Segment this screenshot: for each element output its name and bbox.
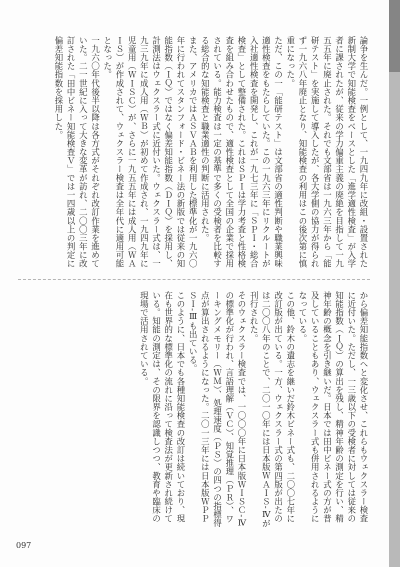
page-number: 097 (16, 541, 32, 550)
chapter-side-bar (389, 0, 400, 567)
paragraph: この他、鈴木の遺志を継いだ鈴木ビネー式も、二〇〇七年に改訂版が出ている。一方、ウェクスラー式の第四版が出たのは二〇〇八年のことで、二〇一〇年には日本版ＷＡＩＳ-Ⅳが刊行された。 (249, 291, 296, 528)
text-block-top (18, 36, 370, 268)
chapter-side-tab (389, 0, 400, 72)
paragraph: そのウェクスラー検査では、一〇〇〇年に日本版ＷＩＳＣ-Ⅳの標準化が行われ、言語理解（ＶＣ）、知覚推理（ＰＲ）、ワーキングメモリー（ＷＭ）、処理速度（ＰＳ）の四つの指標得点が算出されるようになった。二〇一三年には日本版ＷＰＰＳＩ-Ⅲも出ている。 (188, 291, 247, 528)
text-block-bottom (18, 291, 370, 531)
paragraph: から偏差知能指数へと変化させ、これらもウェクスラー検査に近付いた。ただし、一三歳以下の受検者に対しては従来の知能指数（ＩＱ）の算出を残し、精神年齢の測定を行い、精神年齢の概念を引き継いだ。日本では田中ビネー式の方が普及していることもあり、ウェクスラー式も併用されるようになっている。 (297, 291, 369, 523)
paragraph: 論争を生んだ。一例として、一九四九年に改組・設置された新制大学で知能検査をベースとした「進学適性検査」が入学者に課されたが、従来の学力偏重主義の廃絶を目指して一九五五年に廃止された。それでも文部省は一九六三年から「能研テスト」を実施して導入したが、各大学側の協力が得られず一九六八年廃止となり、知能検査の利用はこの後次第に慎重になった。 (285, 36, 369, 268)
paragraph: このように、日本でも各種知能検査の改訂は続いており、現在も世界的な標準化の流れに沿って検査法が更新され続けている。知能の測定は、その限界を認識しつつ、教育や臨床の現場で活用されている。 (139, 291, 186, 523)
paragraph: ただ、この一「能研テスト」は文部省の適性判断や職業興味適性検査をもたらしていた。この一九六三年にリクルートが入社適性検査を開発し、これが一九七三年に「ＳＰＩ・総合検査」として整備された。これはＳＰＩは学力考査と性格検査を組み合わせたもので、適性検査として全国の企業で採用されている。能力検査は一定の基準で多くの受検者を比較する総合的な知能検査と職業適性の判断に活用された。 (200, 36, 284, 268)
paragraph: また、アメリカではＡＳＶＡＢを利用した標準化が一九六〇年に行われてスタンフォード・ビネー法の新版では従来の知能指数（ＩＱ）ではなく偏差知能指数（ＤＩＱ）を採用し、計測法はウェクスラー式に近付いた。ウェクスラー式は、一九三九年に成人用（ＷＢ）が初めて作成され、一九四九年に児童用（ＷＩＳＣ）が、さらに一九五五年には成人用（ＷＡＩＳ）が作成されて、ウェクスラー検査は全年代に適用可能となった。 (102, 36, 199, 268)
section-divider (18, 279, 370, 280)
paragraph: 一九六〇年代後半以降は各方式がそれぞれ改訂作業を進めていた。二一世紀に入って大きな変革が訪れ、二〇〇三年に改訂された「田中ビネー知能検査Ｖ」では一四歳以上の判定に偏差知能指数を採用した。 (53, 36, 101, 268)
